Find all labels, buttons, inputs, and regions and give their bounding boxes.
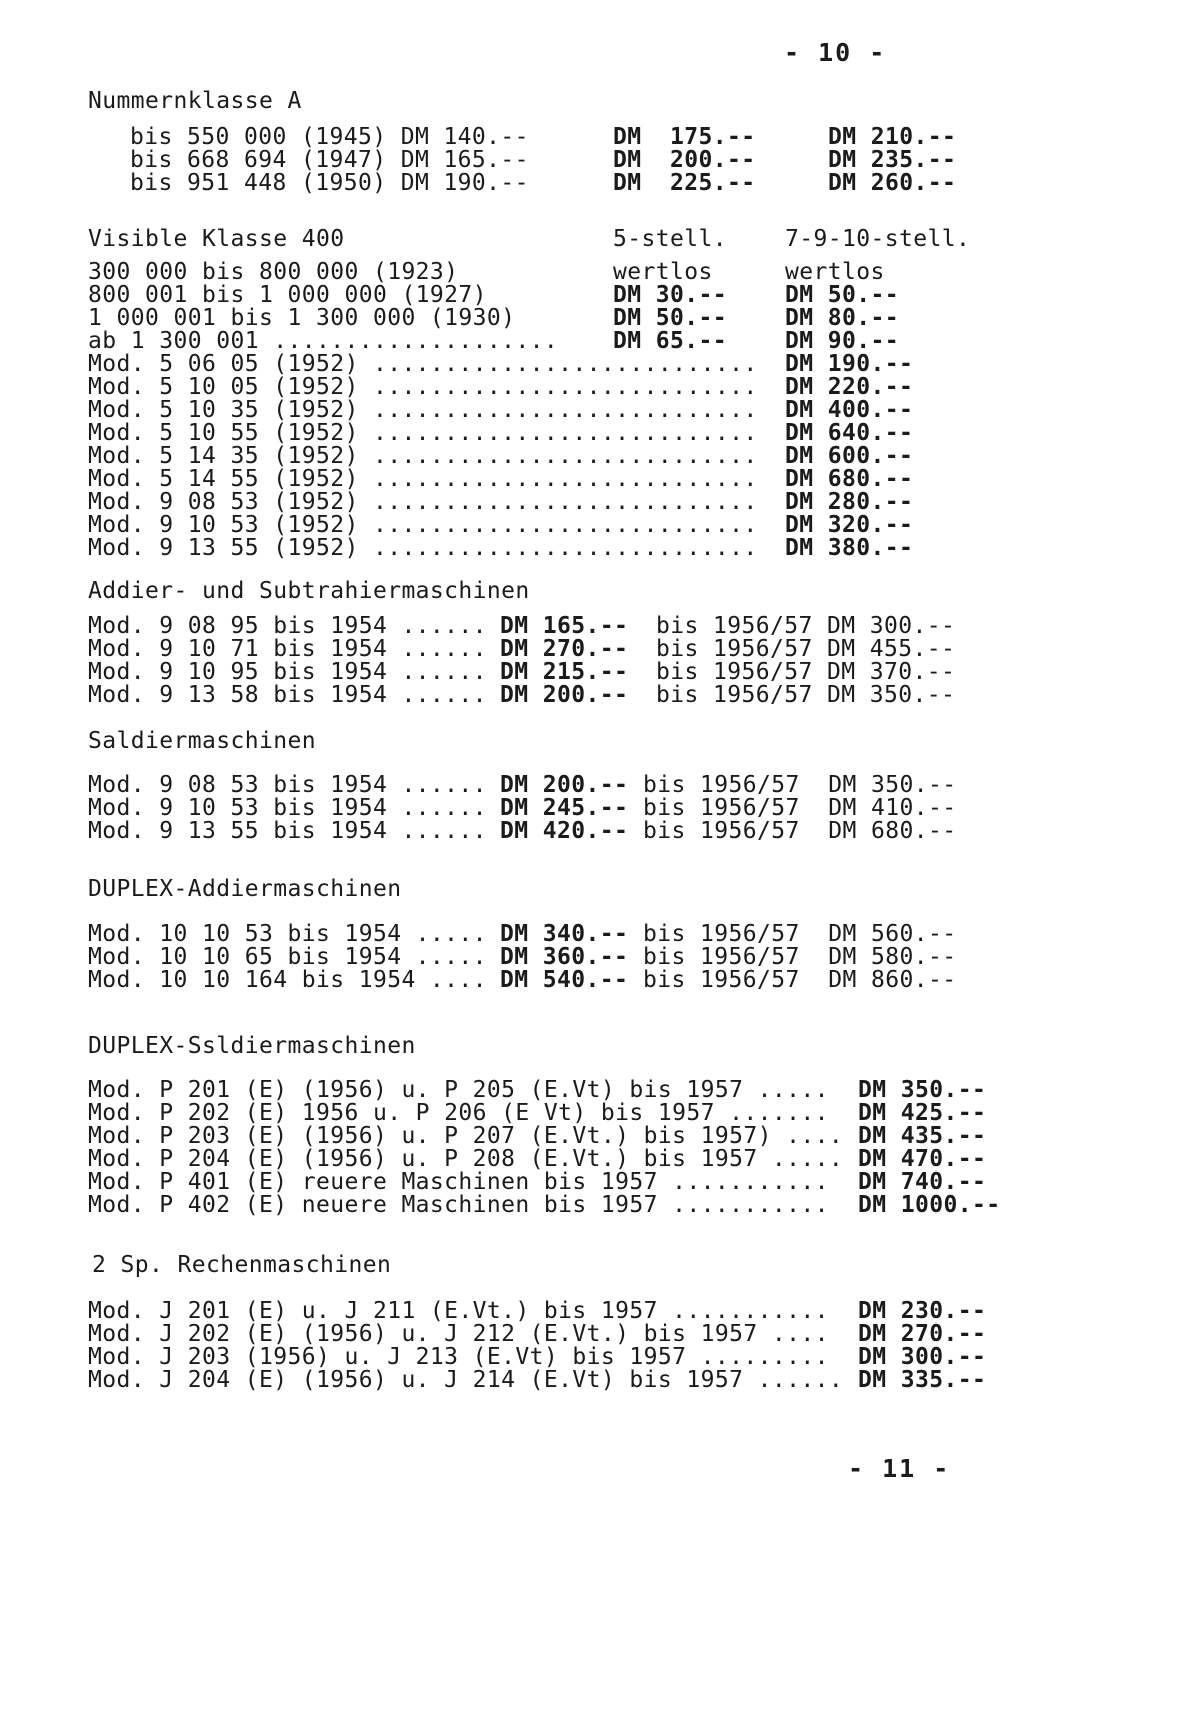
mod-row-price: DM 320.-- xyxy=(785,512,914,538)
mod-row-price: DM 190.-- xyxy=(785,351,914,377)
row-label: Mod. P 401 (E) reuere Maschinen bis 1957 ........... xyxy=(88,1169,829,1195)
mod-row-label: Mod. 9 10 53 (1952) ........................... xyxy=(88,512,758,538)
row-label: Mod. P 201 (E) (1956) u. P 205 (E.Vt) bis 1957 ..... xyxy=(88,1077,829,1103)
row-later-price: bis 1956/57 DM 860.-- xyxy=(643,967,957,993)
row-price-7: DM 80.-- xyxy=(785,305,899,331)
row-label: Mod. P 202 (E) 1956 u. P 206 (E Vt) bis 1957 ....... xyxy=(88,1100,829,1126)
row-price: DM 200.-- xyxy=(500,682,629,708)
row-later-price: bis 1956/57 DM 680.-- xyxy=(643,818,957,844)
row-later-price: bis 1956/57 DM 370.-- xyxy=(656,659,956,685)
row-price-5: DM 50.-- xyxy=(613,305,727,331)
row-label: Mod. 10 10 65 bis 1954 ..... xyxy=(88,944,487,970)
row-label: Mod. 9 13 58 bis 1954 ...... xyxy=(88,682,487,708)
row-label: 300 000 bis 800 000 (1923) xyxy=(88,259,459,285)
row-label: Mod. 9 13 55 bis 1954 ...... xyxy=(88,818,487,844)
mod-row-label: Mod. 5 10 35 (1952) ........................... xyxy=(88,397,758,423)
row-price: DM 740.-- xyxy=(858,1169,987,1195)
row-price-5: wertlos xyxy=(613,259,713,285)
row-price: DM 335.-- xyxy=(858,1367,987,1393)
section-heading-visible-400: Visible Klasse 400 xyxy=(88,226,345,252)
row-label: Mod. 9 10 95 bis 1954 ...... xyxy=(88,659,487,685)
row-price-7: DM 90.-- xyxy=(785,328,899,354)
mod-row-label: Mod. 5 10 05 (1952) ........................... xyxy=(88,374,758,400)
column-header-7-9-10-stell: 7-9-10-stell. xyxy=(785,226,971,252)
row-label: Mod. J 203 (1956) u. J 213 (E.Vt) bis 1957 ......... xyxy=(88,1344,829,1370)
row-price-2: DM 225.-- xyxy=(613,170,756,196)
row-price: DM 360.-- xyxy=(500,944,629,970)
row-price-7: wertlos xyxy=(785,259,885,285)
row-later-price: bis 1956/57 DM 350.-- xyxy=(643,772,957,798)
row-price-3: DM 235.-- xyxy=(828,147,957,173)
row-price-3: DM 210.-- xyxy=(828,124,957,150)
row-later-price: bis 1956/57 DM 300.-- xyxy=(656,613,956,639)
row-label: bis 550 000 (1945) DM 140.-- xyxy=(130,124,529,150)
row-label: Mod. J 202 (E) (1956) u. J 212 (E.Vt.) bis 1957 .... xyxy=(88,1321,829,1347)
row-price: DM 425.-- xyxy=(858,1100,987,1126)
mod-row-price: DM 380.-- xyxy=(785,535,914,561)
mod-row-label: Mod. 9 08 53 (1952) ........................... xyxy=(88,489,758,515)
mod-row-label: Mod. 5 14 35 (1952) ........................... xyxy=(88,443,758,469)
section-heading-duplex-addier: DUPLEX-Addiermaschinen xyxy=(88,876,402,902)
mod-row-price: DM 280.-- xyxy=(785,489,914,515)
section-heading-duplex-saldier: DUPLEX-Ssldiermaschinen xyxy=(88,1033,416,1059)
mod-row-price: DM 400.-- xyxy=(785,397,914,423)
row-price: DM 230.-- xyxy=(858,1298,987,1324)
row-label: 800 001 bis 1 000 000 (1927) xyxy=(88,282,487,308)
row-label: 1 000 001 bis 1 300 000 (1930) xyxy=(88,305,516,331)
row-label: Mod. 9 08 53 bis 1954 ...... xyxy=(88,772,487,798)
row-price: DM 215.-- xyxy=(500,659,629,685)
row-price-3: DM 260.-- xyxy=(828,170,957,196)
mod-row-price: DM 680.-- xyxy=(785,466,914,492)
row-price-5: DM 30.-- xyxy=(613,282,727,308)
row-price: DM 245.-- xyxy=(500,795,629,821)
section-heading-2sp: 2 Sp. Rechenmaschinen xyxy=(92,1252,392,1278)
row-price-7: DM 50.-- xyxy=(785,282,899,308)
row-later-price: bis 1956/57 DM 580.-- xyxy=(643,944,957,970)
row-price: DM 350.-- xyxy=(858,1077,987,1103)
row-price: DM 200.-- xyxy=(500,772,629,798)
section-heading-nummernklasse-a: Nummernklasse A xyxy=(88,88,302,114)
row-later-price: bis 1956/57 DM 350.-- xyxy=(656,682,956,708)
mod-row-label: Mod. 9 13 55 (1952) ........................... xyxy=(88,535,758,561)
page-number-top: - 10 - xyxy=(784,38,887,67)
row-price: DM 340.-- xyxy=(500,921,629,947)
row-label: bis 668 694 (1947) DM 165.-- xyxy=(130,147,529,173)
row-later-price: bis 1956/57 DM 410.-- xyxy=(643,795,957,821)
mod-row-label: Mod. 5 10 55 (1952) ........................... xyxy=(88,420,758,446)
mod-row-label: Mod. 5 06 05 (1952) ........................... xyxy=(88,351,758,377)
row-label: bis 951 448 (1950) DM 190.-- xyxy=(130,170,529,196)
row-label: Mod. 9 10 71 bis 1954 ...... xyxy=(88,636,487,662)
row-price: DM 420.-- xyxy=(500,818,629,844)
row-price-2: DM 175.-- xyxy=(613,124,756,150)
row-later-price: bis 1956/57 DM 560.-- xyxy=(643,921,957,947)
row-label: Mod. P 402 (E) neuere Maschinen bis 1957 ........... xyxy=(88,1192,829,1218)
row-price: DM 300.-- xyxy=(858,1344,987,1370)
mod-row-price: DM 600.-- xyxy=(785,443,914,469)
row-price: DM 270.-- xyxy=(500,636,629,662)
row-price: DM 435.-- xyxy=(858,1123,987,1149)
row-price: DM 470.-- xyxy=(858,1146,987,1172)
row-price-2: DM 200.-- xyxy=(613,147,756,173)
row-label: Mod. 9 08 95 bis 1954 ...... xyxy=(88,613,487,639)
mod-row-label: Mod. 5 14 55 (1952) ........................... xyxy=(88,466,758,492)
row-label: Mod. J 201 (E) u. J 211 (E.Vt.) bis 1957 ........... xyxy=(88,1298,829,1324)
mod-row-price: DM 220.-- xyxy=(785,374,914,400)
row-label: Mod. P 203 (E) (1956) u. P 207 (E.Vt.) bis 1957) .... xyxy=(88,1123,844,1149)
row-price: DM 270.-- xyxy=(858,1321,987,1347)
row-price-5: DM 65.-- xyxy=(613,328,727,354)
row-label: Mod. 10 10 53 bis 1954 ..... xyxy=(88,921,487,947)
row-label: Mod. 10 10 164 bis 1954 .... xyxy=(88,967,487,993)
row-label: Mod. P 204 (E) (1956) u. P 208 (E.Vt.) bis 1957 ..... xyxy=(88,1146,844,1172)
row-label: Mod. J 204 (E) (1956) u. J 214 (E.Vt) bis 1957 ...... xyxy=(88,1367,844,1393)
page-number-bottom: - 11 - xyxy=(848,1454,951,1483)
column-header-5-stell: 5-stell. xyxy=(613,226,727,252)
section-heading-addier: Addier- und Subtrahiermaschinen xyxy=(88,578,530,604)
row-label: ab 1 300 001 .................... xyxy=(88,328,559,354)
row-price: DM 1000.-- xyxy=(858,1192,1001,1218)
row-label: Mod. 9 10 53 bis 1954 ...... xyxy=(88,795,487,821)
section-heading-saldier: Saldiermaschinen xyxy=(88,728,316,754)
row-price: DM 165.-- xyxy=(500,613,629,639)
row-price: DM 540.-- xyxy=(500,967,629,993)
row-later-price: bis 1956/57 DM 455.-- xyxy=(656,636,956,662)
mod-row-price: DM 640.-- xyxy=(785,420,914,446)
